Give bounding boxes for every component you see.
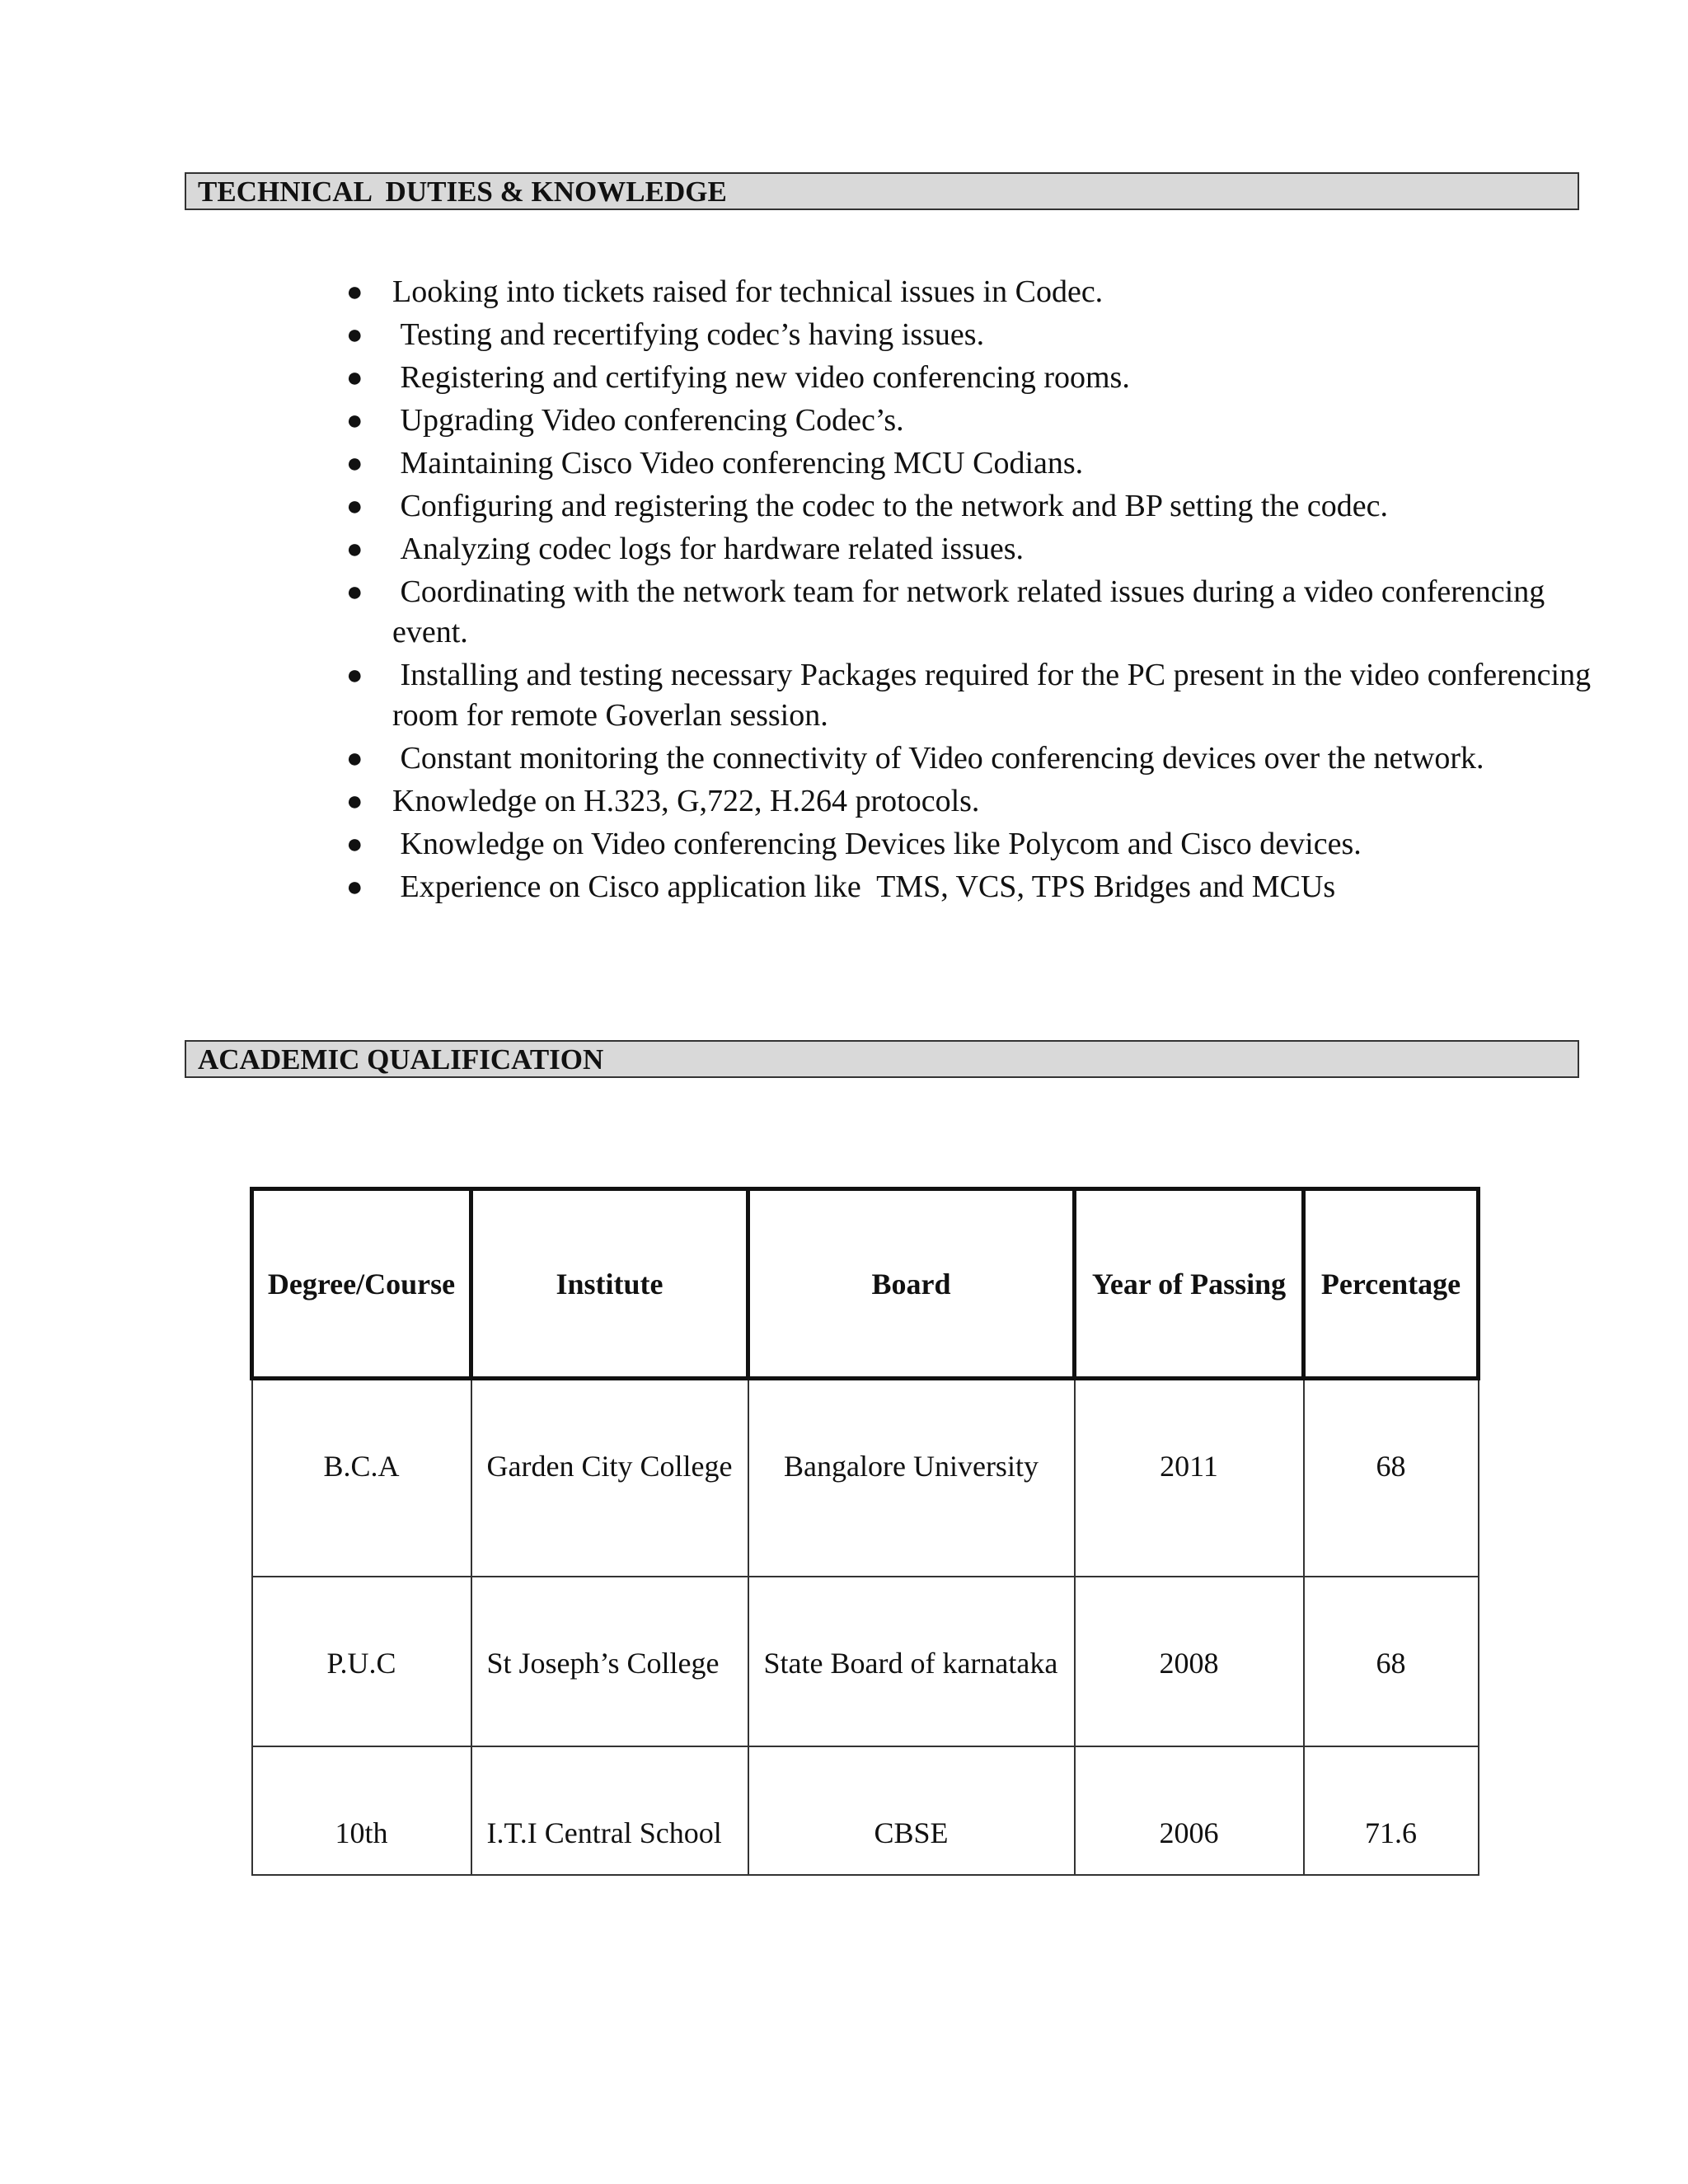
list-item bbox=[338, 486, 1624, 527]
bullet-icon: ● bbox=[346, 786, 363, 817]
institute-cell: Garden City College bbox=[471, 1379, 748, 1577]
list-item-text: Experience on Cisco application like TMS, VCS, TPS Bridges and MCUs bbox=[392, 869, 1336, 904]
list-item-text: Knowledge on Video conferencing Devices like Polycom and Cisco devices. bbox=[392, 827, 1362, 861]
list-item bbox=[338, 781, 1624, 822]
year-cell: 2011 bbox=[1075, 1379, 1304, 1577]
list-item-text: Testing and recertifying codec’s having issues. bbox=[392, 317, 985, 352]
list-item-text: Maintaining Cisco Video conferencing MCU Codians. bbox=[392, 446, 1084, 480]
year-cell: 2006 bbox=[1075, 1746, 1304, 1875]
list-item-text: Upgrading Video conferencing Codec’s. bbox=[392, 403, 904, 438]
bullet-icon: ● bbox=[346, 320, 363, 350]
list-item bbox=[338, 655, 1624, 736]
board-cell: Bangalore University bbox=[748, 1379, 1075, 1577]
degree-cell: P.U.C bbox=[252, 1577, 471, 1746]
list-item bbox=[338, 738, 1624, 779]
table-row bbox=[252, 1746, 1479, 1875]
percentage-cell: 71.6 bbox=[1304, 1746, 1479, 1875]
column-header-percentage: Percentage bbox=[1304, 1189, 1479, 1379]
degree-cell: 10th bbox=[252, 1746, 471, 1875]
table-row bbox=[252, 1379, 1479, 1577]
list-item bbox=[338, 529, 1624, 569]
list-item bbox=[338, 401, 1624, 441]
institute-cell: I.T.I Central School bbox=[471, 1746, 748, 1875]
column-header-degree: Degree/Course bbox=[252, 1189, 471, 1379]
list-item-text: Knowledge on H.323, G,722, H.264 protocols. bbox=[392, 784, 980, 818]
degree-cell: B.C.A bbox=[252, 1379, 471, 1577]
list-item bbox=[338, 867, 1624, 907]
bullet-icon: ● bbox=[346, 405, 363, 436]
column-header-year: Year of Passing bbox=[1075, 1189, 1304, 1379]
bullet-icon: ● bbox=[346, 277, 363, 307]
list-item-text: Looking into tickets raised for technical issues in Codec. bbox=[392, 274, 1104, 309]
bullet-icon: ● bbox=[346, 363, 363, 393]
percentage-cell: 68 bbox=[1304, 1379, 1479, 1577]
bullet-icon: ● bbox=[346, 534, 363, 565]
board-cell: CBSE bbox=[748, 1746, 1075, 1875]
bullet-icon: ● bbox=[346, 872, 363, 902]
bullet-icon: ● bbox=[346, 660, 363, 691]
column-header-institute: Institute bbox=[471, 1189, 748, 1379]
bullet-icon: ● bbox=[346, 448, 363, 479]
technical-duties-header: TECHNICAL DUTIES & KNOWLEDGE bbox=[185, 172, 1579, 210]
academic-qualification-header: ACADEMIC QUALIFICATION bbox=[185, 1040, 1579, 1078]
table-row bbox=[252, 1577, 1479, 1746]
academic-qualification-table bbox=[250, 1187, 1480, 1876]
bullet-icon: ● bbox=[346, 829, 363, 860]
list-item bbox=[338, 358, 1624, 398]
institute-cell: St Joseph’s College bbox=[471, 1577, 748, 1746]
list-item-text: Analyzing codec logs for hardware related issues. bbox=[392, 532, 1025, 566]
list-item-text: Configuring and registering the codec to the network and BP setting the codec. bbox=[392, 489, 1388, 523]
percentage-cell: 68 bbox=[1304, 1577, 1479, 1746]
technical-duties-list bbox=[338, 272, 1624, 910]
bullet-icon: ● bbox=[346, 577, 363, 607]
year-cell: 2008 bbox=[1075, 1577, 1304, 1746]
list-item-text: Installing and testing necessary Packages required for the PC present in the video conferencing room for remote Goverlan session. bbox=[392, 658, 1599, 733]
list-item bbox=[338, 572, 1624, 653]
bullet-icon: ● bbox=[346, 491, 363, 522]
list-item-text: Registering and certifying new video conferencing rooms. bbox=[392, 360, 1130, 395]
list-item bbox=[338, 315, 1624, 355]
list-item bbox=[338, 824, 1624, 865]
table-header-row bbox=[252, 1189, 1479, 1379]
board-cell: State Board of karnataka bbox=[748, 1577, 1075, 1746]
column-header-board: Board bbox=[748, 1189, 1075, 1379]
list-item-text: Coordinating with the network team for network related issues during a video conferencing event. bbox=[392, 574, 1553, 649]
list-item bbox=[338, 443, 1624, 484]
list-item-text: Constant monitoring the connectivity of Video conferencing devices over the network. bbox=[392, 741, 1484, 776]
list-item bbox=[338, 272, 1624, 312]
bullet-icon: ● bbox=[346, 743, 363, 774]
